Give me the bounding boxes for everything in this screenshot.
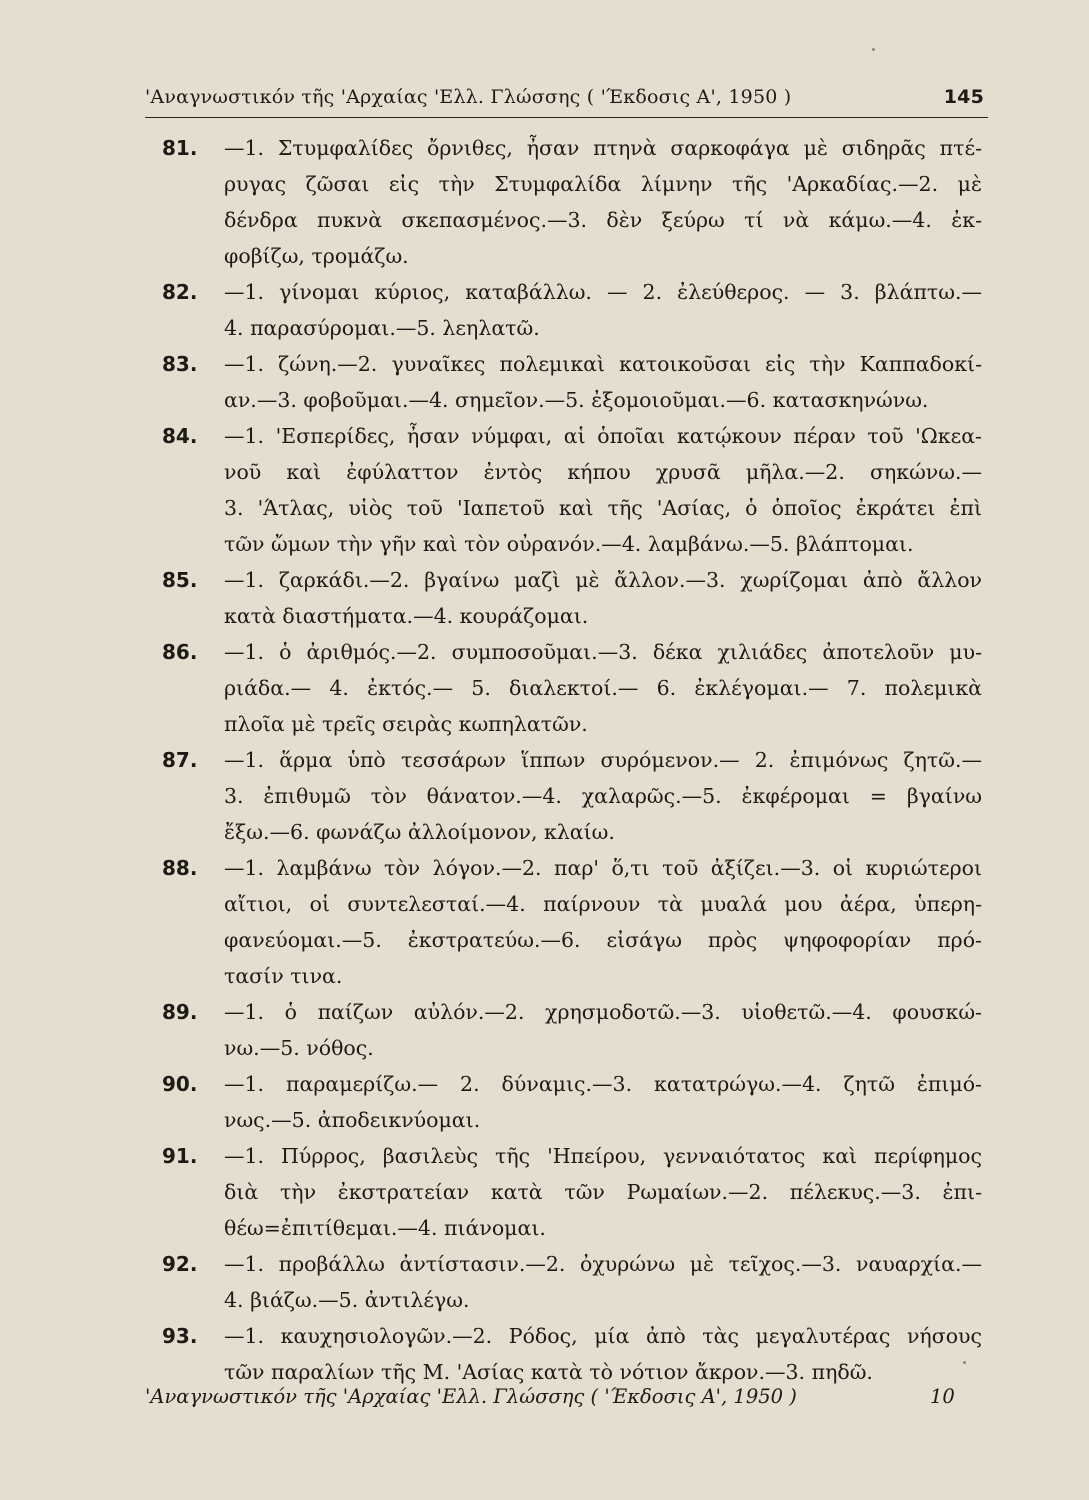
entry-line: —1. προβάλλω ἀντίστασιν.—2. ὀχυρώνω μὲ τεῖχος.—3. ναυαρχία.— xyxy=(224,1252,982,1276)
entry-text xyxy=(224,634,982,742)
entry-line: —1. ἅρμα ὑπὸ τεσσάρων ἵππων συρόμενον.— 2. ἐπιμόνως ζητῶ.— xyxy=(224,748,982,772)
paper-speck xyxy=(963,1361,966,1364)
entry-line: τῶν ὤμων τὴν γῆν καὶ τὸν οὐρανόν.—4. λαμβάνω.—5. βλάπτομαι. xyxy=(224,532,914,556)
glossary-entry xyxy=(162,1246,982,1318)
entry-number: 85. xyxy=(162,568,198,592)
entry-line: αν.—3. φοβοῦμαι.—4. σημεῖον.—5. ἐξομοιοῦμαι.—6. κατασκηνώνω. xyxy=(224,388,929,412)
entry-line: —1. καυχησιολογῶν.—2. Ρόδος, μία ἀπὸ τὰς μεγαλυτέρας νήσους xyxy=(224,1324,982,1348)
entry-line: —1. Στυμφαλίδες ὄρνιθες, ἦσαν πτηνὰ σαρκοφάγα μὲ σιδηρᾶς πτέ- xyxy=(224,136,982,160)
entry-text xyxy=(224,346,982,418)
entry-number: 93. xyxy=(162,1324,198,1348)
entry-line: νοῦ καὶ ἐφύλαττον ἐντὸς κήπου χρυσᾶ μῆλα.—2. σηκώνω.— xyxy=(224,460,982,484)
entry-line: 3. ἐπιθυμῶ τὸν θάνατον.—4. χαλαρῶς.—5. ἐκφέρομαι = βγαίνω xyxy=(224,784,982,808)
glossary-entry xyxy=(162,130,982,274)
entry-text xyxy=(224,742,982,850)
entry-line: δένδρα πυκνὰ σκεπασμένος.—3. δὲν ξεύρω τί νὰ κάμω.—4. ἐκ- xyxy=(224,208,982,232)
glossary-entry xyxy=(162,994,982,1066)
footer-title: 'Αναγνωστικόν τῆς 'Αρχαίας 'Ελλ. Γλώσσης ( 'Έκδοσις Α', 1950 ) xyxy=(145,1385,797,1408)
entry-number: 87. xyxy=(162,748,198,772)
entry-line: θέω=ἐπιτίθεμαι.—4. πιάνομαι. xyxy=(224,1216,546,1240)
glossary-entry xyxy=(162,1318,982,1390)
entry-line: 4. βιάζω.—5. ἀντιλέγω. xyxy=(224,1288,470,1312)
glossary-entry xyxy=(162,1138,982,1246)
header-title: 'Αναγνωστικόν τῆς 'Αρχαίας 'Ελλ. Γλώσσης ( 'Έκδοσις Α', 1950 ) xyxy=(145,86,792,108)
entry-number: 91. xyxy=(162,1144,198,1168)
entry-line: νω.—5. νόθος. xyxy=(224,1036,374,1060)
entry-line: —1. ὁ ἀριθμός.—2. συμποσοῦμαι.—3. δέκα χιλιάδες ἀποτελοῦν μυ- xyxy=(224,640,982,664)
entry-line: —1. ζώνη.—2. γυναῖκες πολεμικαὶ κατοικοῦσαι εἰς τὴν Καππαδοκί- xyxy=(224,352,982,376)
entry-text xyxy=(224,1138,982,1246)
entry-number: 90. xyxy=(162,1072,198,1096)
glossary-entry xyxy=(162,562,982,634)
entry-line: —1. ὁ παίζων αὐλόν.—2. χρησμοδοτῶ.—3. υἱοθετῶ.—4. φουσκώ- xyxy=(224,1000,982,1024)
entry-text xyxy=(224,130,982,274)
entry-line: —1. λαμβάνω τὸν λόγον.—2. παρ' ὅ,τι τοῦ ἀξίζει.—3. οἱ κυριώτεροι xyxy=(224,856,982,880)
entry-number: 82. xyxy=(162,280,198,304)
glossary-entries xyxy=(162,130,982,1390)
entry-number: 83. xyxy=(162,352,198,376)
entry-line: φοβίζω, τρομάζω. xyxy=(224,244,409,268)
entry-line: —1. παραμερίζω.— 2. δύναμις.—3. κατατρώγω.—4. ζητῶ ἐπιμό- xyxy=(224,1072,982,1096)
footer xyxy=(145,1385,955,1408)
entry-line: κατὰ διαστήματα.—4. κουράζομαι. xyxy=(224,604,589,628)
entry-line: —1. 'Εσπερίδες, ἦσαν νύμφαι, αἱ ὁποῖαι κατῴκουν πέραν τοῦ 'Ωκεα- xyxy=(224,424,982,448)
entry-line: 3. 'Άτλας, υἱὸς τοῦ 'Ιαπετοῦ καὶ τῆς 'Ασίας, ὁ ὁποῖος ἐκράτει ἐπὶ xyxy=(224,496,982,520)
entry-number: 92. xyxy=(162,1252,198,1276)
entry-text xyxy=(224,994,982,1066)
entry-line: αἴτιοι, οἱ συντελεσταί.—4. παίρνουν τὰ μυαλά μου ἀέρα, ὑπερη- xyxy=(224,892,982,916)
glossary-entry xyxy=(162,346,982,418)
glossary-entry xyxy=(162,418,982,562)
entry-number: 88. xyxy=(162,856,198,880)
entry-line: 4. παρασύρομαι.—5. λεηλατῶ. xyxy=(224,316,540,340)
glossary-entry xyxy=(162,274,982,346)
entry-text xyxy=(224,274,982,346)
entry-line: τασίν τινα. xyxy=(224,964,343,988)
entry-line: ριάδα.— 4. ἐκτός.— 5. διαλεκτοί.— 6. ἐκλέγομαι.— 7. πολεμικὰ xyxy=(224,676,982,700)
signature-mark: 10 xyxy=(930,1385,955,1408)
entry-text xyxy=(224,1246,982,1318)
entry-text xyxy=(224,850,982,994)
entry-line: φανεύομαι.—5. ἐκστρατεύω.—6. εἰσάγω πρὸς ψηφοφορίαν πρό- xyxy=(224,928,982,952)
entry-line: τῶν παραλίων τῆς Μ. 'Ασίας κατὰ τὸ νότιον ἄκρον.—3. πηδῶ. xyxy=(224,1360,873,1384)
entry-line: πλοῖα μὲ τρεῖς σειρὰς κωπηλατῶν. xyxy=(224,712,588,736)
paper-speck xyxy=(872,48,875,51)
entry-text xyxy=(224,1066,982,1138)
page-number: 145 xyxy=(943,86,984,108)
entry-number: 86. xyxy=(162,640,198,664)
header-rule xyxy=(145,117,988,118)
entry-text xyxy=(224,1318,982,1390)
glossary-entry xyxy=(162,1066,982,1138)
entry-line: —1. Πύρρος, βασιλεὺς τῆς 'Ηπείρου, γενναιότατος καὶ περίφημος xyxy=(224,1144,982,1168)
entry-line: νως.—5. ἀποδεικνύομαι. xyxy=(224,1108,481,1132)
entry-line: ρυγας ζῶσαι εἰς τὴν Στυμφαλίδα λίμνην τῆς 'Αρκαδίας.—2. μὲ xyxy=(224,172,982,196)
glossary-entry xyxy=(162,742,982,850)
glossary-entry xyxy=(162,634,982,742)
glossary-entry xyxy=(162,850,982,994)
entry-number: 81. xyxy=(162,136,198,160)
entry-text xyxy=(224,562,982,634)
entry-line: —1. γίνομαι κύριος, καταβάλλω. — 2. ἐλεύθερος. — 3. βλάπτω.— xyxy=(224,280,982,304)
entry-line: ἔξω.—6. φωνάζω ἀλλοίμονον, κλαίω. xyxy=(224,820,615,844)
entry-text xyxy=(224,418,982,562)
entry-line: —1. ζαρκάδι.—2. βγαίνω μαζὶ μὲ ἄλλον.—3. χωρίζομαι ἀπὸ ἄλλον xyxy=(224,568,982,592)
entry-line: διὰ τὴν ἐκστρατείαν κατὰ τῶν Ρωμαίων.—2. πέλεκυς.—3. ἐπι- xyxy=(224,1180,982,1204)
entry-number: 84. xyxy=(162,424,198,448)
entry-number: 89. xyxy=(162,1000,198,1024)
